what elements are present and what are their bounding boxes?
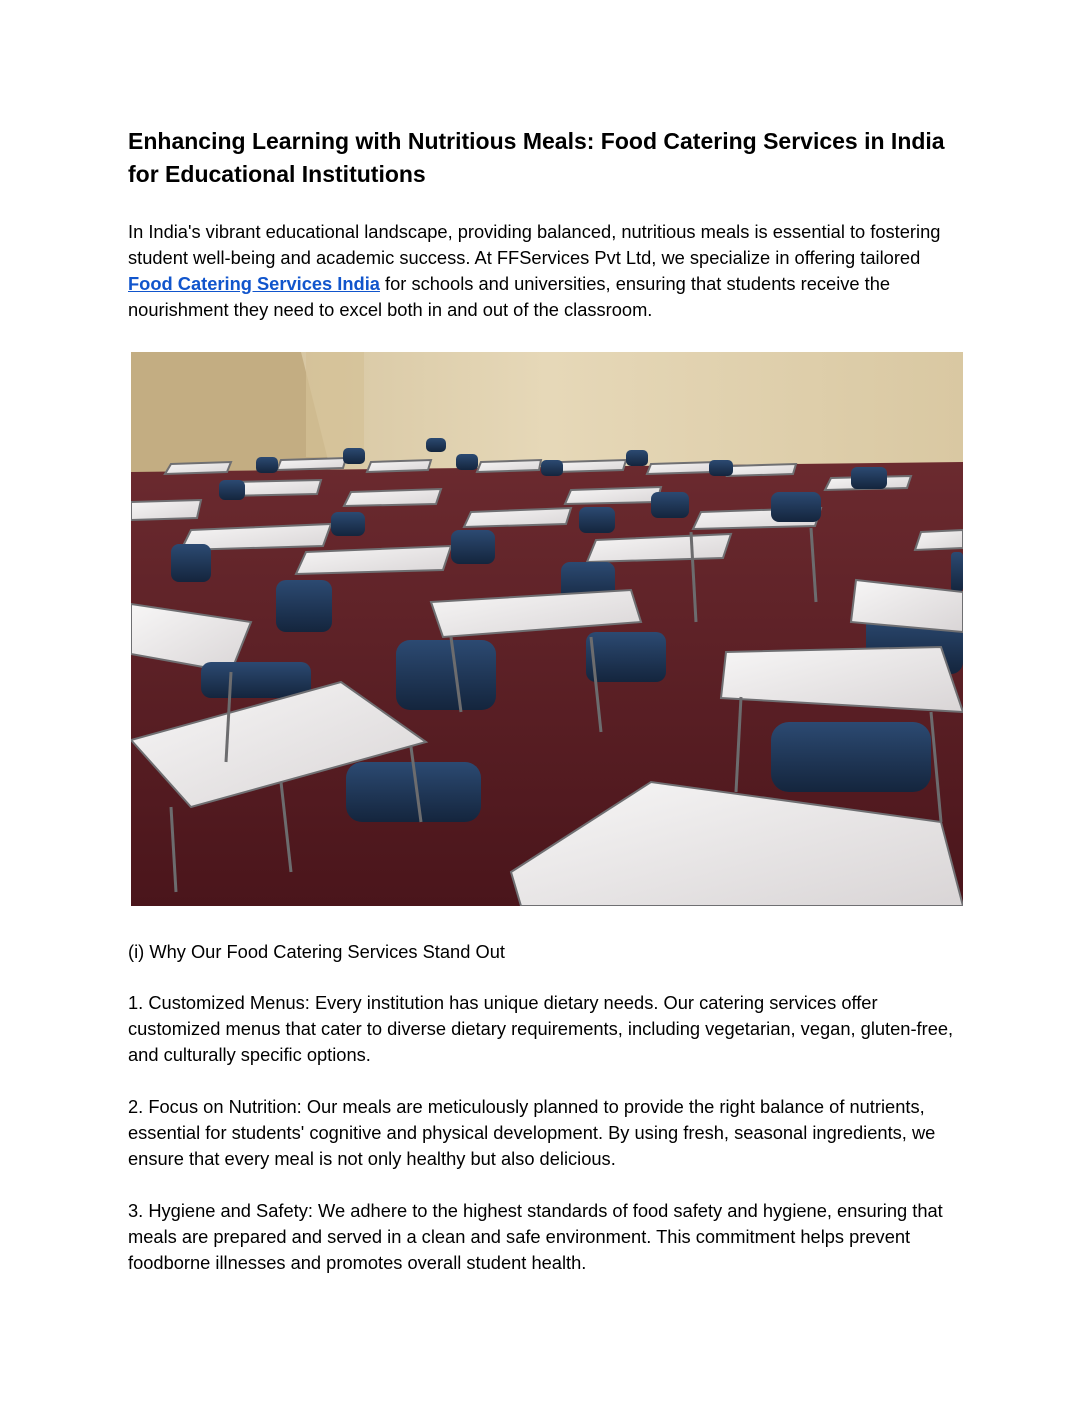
list-item: 3. Hygiene and Safety: We adhere to the highest standards of food safety and hygiene, ensuring that meals are prepared and served in a clean and safe environment. This commitment helps prevent foodborne illnesses and promotes overall student health.: [128, 1200, 943, 1273]
intro-paragraph: [128, 219, 968, 323]
list-item: 2. Focus on Nutrition: Our meals are meticulously planned to provide the right balance of nutrients, essential for students' cognitive and physical development. By using fresh, seasonal ingredients, we ensure that every meal is not only healthy but also delicious.: [128, 1096, 936, 1169]
food-catering-services-india-link[interactable]: Food Catering Services India: [128, 273, 380, 294]
list-item: 1. Customized Menus: Every institution has unique dietary needs. Our catering services offer customized menus that cater to diverse dietary requirements, including vegetarian, vegan, gluten-free, and culturally specific options.: [128, 992, 954, 1065]
section-heading: (i) Why Our Food Catering Services Stand Out: [128, 941, 505, 962]
page-title: Enhancing Learning with Nutritious Meals: Food Catering Services in India for Educational Institutions: [128, 128, 945, 187]
intro-text-after-link: for schools and universities, ensuring that students receive the nourishment they need to excel both in and out of the classroom.: [128, 273, 891, 320]
classroom-desks-photo: [131, 352, 963, 906]
intro-text-before-link: In India's vibrant educational landscape, providing balanced, nutritious meals is essential to fostering student well-being and academic success. At FFServices Pvt Ltd, we specialize in offering tailored: [128, 221, 941, 268]
